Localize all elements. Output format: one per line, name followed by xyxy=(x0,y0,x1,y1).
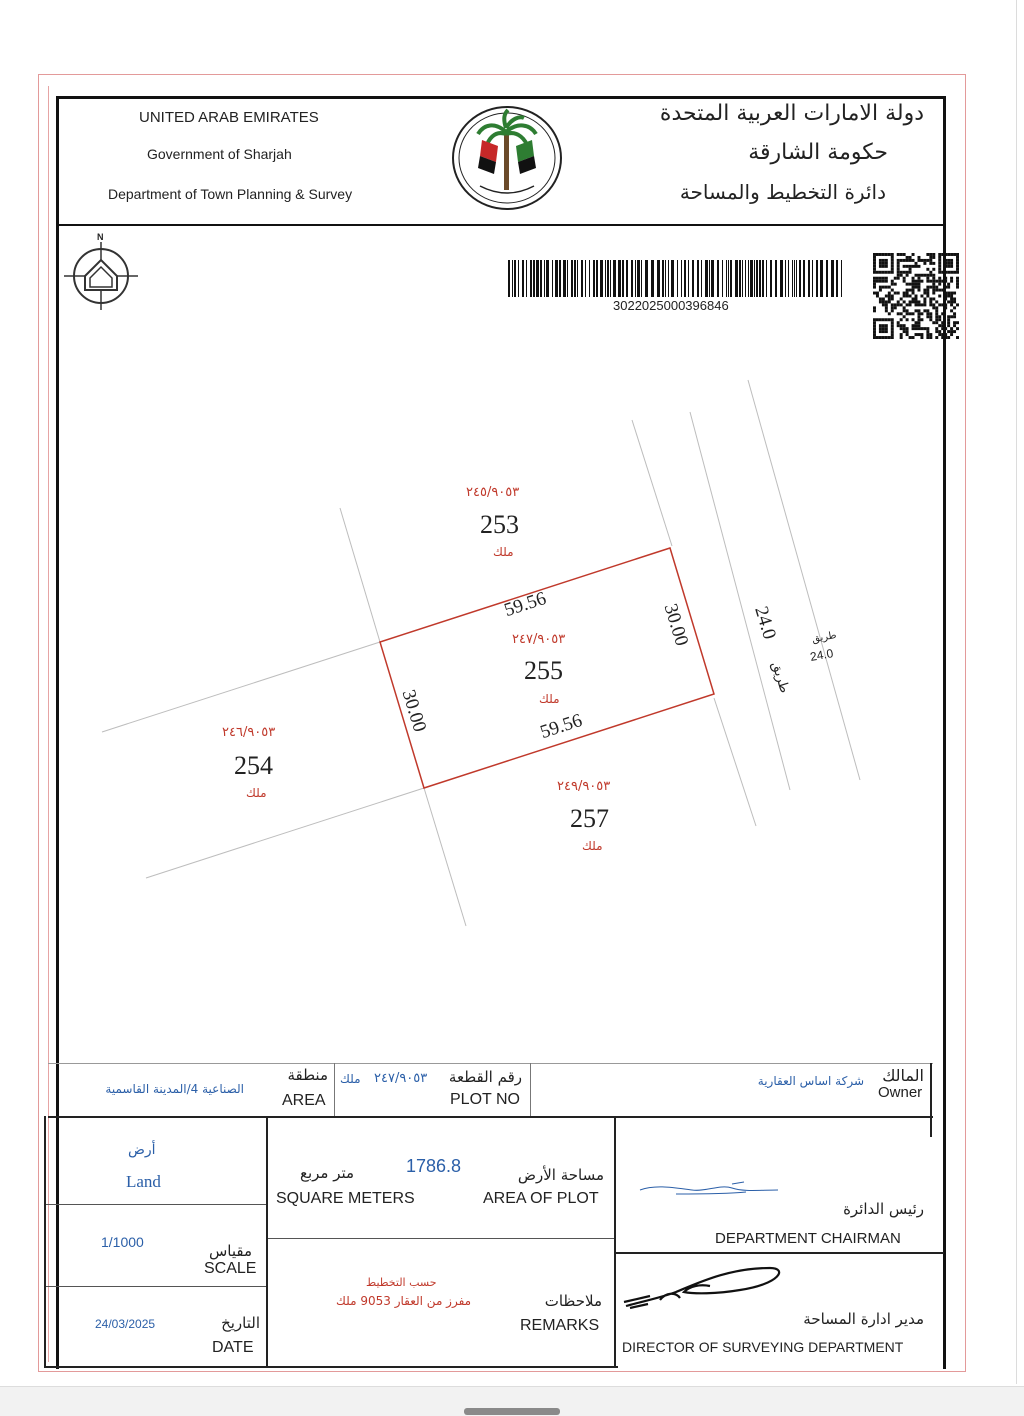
plot-no-label-en: PLOT NO xyxy=(450,1091,520,1108)
plot-255-ref: ٢٤٧/٩٠٥٣ xyxy=(512,632,566,647)
chairman-label-en: DEPARTMENT CHAIRMAN xyxy=(715,1230,901,1247)
info-sep-plot xyxy=(530,1063,531,1116)
scale-value: 1/1000 xyxy=(101,1234,144,1250)
table-col1-edge xyxy=(266,1116,268,1366)
sign-divider xyxy=(614,1252,944,1254)
director-signature xyxy=(620,1262,790,1312)
area-value: الصناعية 4/المدينة القاسمية xyxy=(105,1082,244,1096)
road-small-width: 24.0 xyxy=(808,646,835,664)
info-sep-area xyxy=(334,1063,335,1116)
plot-no-value: ٢٤٧/٩٠٥٣ xyxy=(374,1071,428,1086)
scale-label-en: SCALE xyxy=(204,1260,257,1277)
header-en-government: Government of Sharjah xyxy=(147,146,292,162)
plot-253-number: 253 xyxy=(480,510,519,539)
boundary-line-253-road xyxy=(632,420,672,546)
table-row-1-divider xyxy=(46,1204,266,1205)
road-width: 24.0 xyxy=(750,603,781,642)
plot-257-number: 257 xyxy=(570,804,609,833)
road-edge-west xyxy=(690,412,790,790)
info-row-divider xyxy=(48,1116,933,1118)
info-top-line xyxy=(48,1063,933,1064)
sqm-label-en: SQUARE METERS xyxy=(276,1190,415,1207)
header-en-department: Department of Town Planning & Survey xyxy=(108,186,353,202)
road-edge-east xyxy=(748,380,860,780)
remarks-line-2: مفرز من العقار 9053 ملك xyxy=(336,1294,472,1308)
owner-label-en: Owner xyxy=(878,1084,923,1101)
scale-label-ar: مقياس xyxy=(208,1242,252,1260)
plot-no-label-ar: رقم القطعة xyxy=(448,1068,522,1086)
sqm-label-ar: متر مربع xyxy=(300,1164,355,1182)
area-of-plot-value: 1786.8 xyxy=(406,1156,462,1176)
header-ar-government: حكومة الشارقة xyxy=(748,140,888,165)
road-small-label: طريق xyxy=(811,629,838,646)
table-mid-divider xyxy=(268,1238,614,1239)
director-label-en: DIRECTOR OF SURVEYING DEPARTMENT xyxy=(622,1339,904,1355)
area-of-plot-label-ar: مساحة الأرض xyxy=(517,1166,604,1184)
boundary-line-254-bottom xyxy=(146,788,424,878)
dimension-bottom: 59.56 xyxy=(537,709,585,744)
dimension-right: 30.00 xyxy=(659,601,693,649)
north-label: N xyxy=(97,232,104,242)
plot-254-type: ملك xyxy=(246,786,267,800)
plot-253-ref: ٢٤٥/٩٠٥٣ xyxy=(466,485,520,500)
date-value: 24/03/2025 xyxy=(95,1317,156,1331)
table-col2-edge xyxy=(614,1116,616,1366)
home-indicator-handle[interactable] xyxy=(464,1408,560,1415)
header-ar-country: دولة الامارات العربية المتحدة xyxy=(659,101,924,126)
date-label-en: DATE xyxy=(212,1339,254,1356)
plot-257-type: ملك xyxy=(582,839,603,853)
header-en-country: UNITED ARAB EMIRATES xyxy=(139,109,319,126)
chairman-signature xyxy=(636,1176,786,1200)
land-type-en: Land xyxy=(126,1172,161,1191)
plot-254-number: 254 xyxy=(234,751,273,780)
header-ar-department: دائرة التخطيط والمساحة xyxy=(679,180,886,204)
area-label-en: AREA xyxy=(282,1092,326,1109)
plot-257-ref: ٢٤٩/٩٠٥٣ xyxy=(557,779,611,794)
owner-label-ar: المالك xyxy=(882,1066,924,1085)
remarks-line-1: حسب التخطيط xyxy=(366,1276,437,1289)
road-label: طريق xyxy=(768,660,792,695)
dimension-left: 30.00 xyxy=(397,687,431,735)
table-bottom-edge xyxy=(44,1366,618,1368)
remarks-label-en: REMARKS xyxy=(520,1317,600,1334)
chairman-label-ar: رئيس الدائرة xyxy=(843,1200,924,1218)
boundary-line-257-road xyxy=(714,698,756,826)
plot-254-ref: ٢٤٦/٩٠٥٣ xyxy=(222,725,276,740)
remarks-label-ar: ملاحظات xyxy=(544,1292,602,1310)
plot-253-type: ملك xyxy=(493,545,514,559)
area-label-ar: منطقة xyxy=(287,1066,328,1084)
land-type-ar: أرض xyxy=(128,1142,156,1158)
area-of-plot-label-en: AREA OF PLOT xyxy=(483,1190,599,1207)
table-row-2-divider xyxy=(46,1286,266,1287)
boundary-line-254-top xyxy=(102,642,380,732)
info-right-edge xyxy=(930,1063,932,1137)
plot-255-number: 255 xyxy=(524,656,563,685)
plot-no-type: ملك xyxy=(340,1072,361,1086)
owner-value: شركة اساس العقارية xyxy=(757,1074,864,1088)
boundary-line-253-254 xyxy=(340,508,380,642)
table-left-edge xyxy=(44,1116,46,1368)
plot-255-type: ملك xyxy=(539,692,560,706)
date-label-ar: التاريخ xyxy=(221,1314,260,1332)
boundary-line-254-257 xyxy=(424,788,466,926)
director-label-ar: مدير ادارة المساحة xyxy=(803,1310,924,1328)
dimension-top: 59.56 xyxy=(501,587,549,622)
barcode-number: 3022025000396846 xyxy=(613,298,729,313)
